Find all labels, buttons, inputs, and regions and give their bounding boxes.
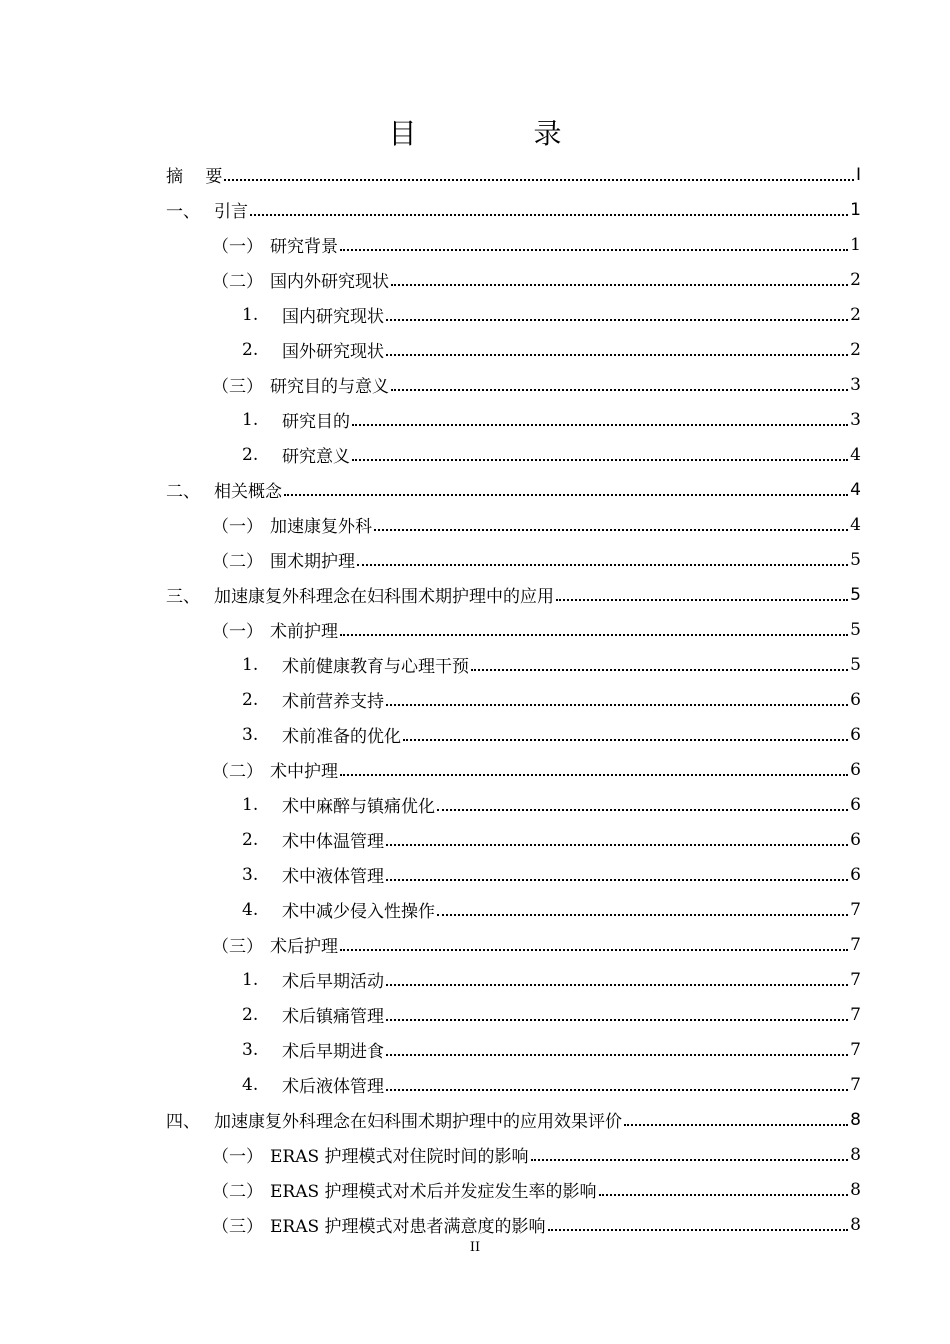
toc-entry-page: 5 [850,584,861,605]
toc-entry[interactable] [166,717,861,752]
toc-entry-page: 3 [850,374,861,395]
dot-leader [340,249,848,251]
dot-leader [386,319,848,321]
toc-entry-number: 三、 [166,587,200,607]
toc-entry-number: 3. [242,724,259,745]
toc-entry-title: 术中液体管理 [282,867,384,887]
toc-entry-title: 研究背景 [270,237,338,257]
toc-entry-number: 2. [242,1004,259,1025]
dot-leader [531,1159,849,1161]
toc-entry-title: 研究意义 [282,447,350,467]
toc-entry-number: 一、 [166,202,200,222]
toc-entry-number: （一） [212,237,263,257]
toc-entry-page: 8 [850,1144,861,1165]
toc-entry[interactable] [166,892,861,927]
toc-entry[interactable] [166,1102,861,1137]
toc-entry-page: 7 [850,934,861,955]
toc-entry-number: 2. [242,339,259,360]
toc-entry[interactable] [166,297,861,332]
toc-entry-page: 7 [850,899,861,920]
dot-leader [340,949,848,951]
dot-leader [386,844,848,846]
toc-entry-title: 相关概念 [214,482,282,502]
toc-entry-number: 3. [242,864,259,885]
dot-leader [352,424,848,426]
table-of-contents [166,157,861,1242]
toc-entry-title: 围术期护理 [270,552,355,572]
toc-entry[interactable] [166,402,861,437]
toc-entry-number: （三） [212,937,263,957]
dot-leader [352,459,848,461]
toc-entry-page: 7 [850,1074,861,1095]
toc-entry-title: 国内外研究现状 [270,272,389,292]
toc-entry-number: 1. [242,969,259,990]
toc-entry-page: 4 [850,444,861,465]
toc-entry-number: （三） [212,377,263,397]
toc-entry-title: 术前护理 [270,622,338,642]
toc-entry-title: 研究目的 [282,412,350,432]
toc-entry-page: 5 [850,619,861,640]
toc-entry-page: 6 [850,759,861,780]
toc-entry[interactable] [166,332,861,367]
toc-entry-page: 6 [850,724,861,745]
toc-entry-number: （二） [212,1182,263,1202]
dot-leader [391,389,848,391]
toc-entry-title: 术后护理 [270,937,338,957]
toc-entry[interactable] [166,962,861,997]
toc-entry-number: 4. [242,1074,259,1095]
dot-leader [386,704,848,706]
toc-entry[interactable] [166,192,861,227]
dot-leader [548,1229,849,1231]
page-number: II [469,1240,481,1255]
toc-entry[interactable] [166,262,861,297]
dot-leader [224,179,854,181]
dot-leader [386,984,848,986]
toc-entry[interactable] [166,1207,861,1242]
toc-entry-number: 3. [242,1039,259,1060]
dot-leader [386,1054,848,1056]
toc-entry-page: 6 [850,689,861,710]
toc-entry-number: （三） [212,1217,263,1237]
toc-entry-title: ERAS 护理模式对术后并发症发生率的影响 [270,1182,597,1202]
toc-entry[interactable] [166,437,861,472]
dot-leader [624,1124,848,1126]
toc-entry-title: ERAS 护理模式对患者满意度的影响 [270,1217,546,1237]
toc-entry[interactable] [166,542,861,577]
toc-entry-title: 术后早期活动 [282,972,384,992]
toc-entry[interactable] [166,472,861,507]
toc-entry-page: 3 [850,409,861,430]
toc-entry-page: 1 [850,199,861,220]
toc-entry-number: （二） [212,272,263,292]
toc-entry-number: （一） [212,622,263,642]
dot-leader [386,1019,848,1021]
toc-entry-page: 5 [850,654,861,675]
dot-leader [556,599,848,601]
dot-leader [386,1089,848,1091]
toc-entry-number: 1. [242,409,259,430]
dot-leader [471,669,848,671]
toc-entry-number: （一） [212,1147,263,1167]
toc-entry-page: 7 [850,1039,861,1060]
dot-leader [391,284,848,286]
toc-entry-page: 4 [850,514,861,535]
toc-entry-number: 2. [242,444,259,465]
toc-entry-number: 1. [242,654,259,675]
toc-entry[interactable] [166,647,861,682]
toc-entry-title: 加速康复外科理念在妇科围术期护理中的应用效果评价 [214,1112,622,1132]
toc-entry[interactable] [166,612,861,647]
dot-leader [599,1194,849,1196]
toc-entry-number: 二、 [166,482,200,502]
toc-entry-number: （二） [212,552,263,572]
toc-entry[interactable] [166,997,861,1032]
toc-entry[interactable] [166,367,861,402]
toc-title: 目 录 [388,117,616,150]
dot-leader [386,354,848,356]
toc-entry-number: 2. [242,689,259,710]
toc-entry-title: 加速康复外科理念在妇科围术期护理中的应用 [214,587,554,607]
toc-entry-number: 四、 [166,1112,200,1132]
dot-leader [437,809,848,811]
dot-leader [374,529,848,531]
toc-entry-title: 术后镇痛管理 [282,1007,384,1027]
toc-entry-page: 8 [850,1214,861,1235]
dot-leader [284,494,848,496]
toc-entry[interactable] [166,682,861,717]
toc-entry-title: 术前营养支持 [282,692,384,712]
toc-entry-title: 术中麻醉与镇痛优化 [282,797,435,817]
toc-entry-title: ERAS 护理模式对住院时间的影响 [270,1147,529,1167]
toc-entry[interactable] [166,752,861,787]
toc-entry[interactable] [166,787,861,822]
toc-entry[interactable] [166,927,861,962]
dot-leader [437,914,848,916]
toc-entry[interactable] [166,227,861,262]
toc-entry[interactable] [166,822,861,857]
toc-entry[interactable] [166,1172,861,1207]
toc-entry-title: 术后早期进食 [282,1042,384,1062]
toc-entry-title: 引言 [214,202,248,222]
toc-entry-page: 4 [850,479,861,500]
toc-entry-title: 研究目的与意义 [270,377,389,397]
toc-entry[interactable] [166,1032,861,1067]
dot-leader [340,774,848,776]
toc-entry-title: 国外研究现状 [282,342,384,362]
toc-entry[interactable] [166,507,861,542]
toc-entry[interactable] [166,157,861,192]
dot-leader [403,739,848,741]
toc-entry[interactable] [166,857,861,892]
toc-entry-title: 术中体温管理 [282,832,384,852]
toc-entry-number: 4. [242,899,259,920]
toc-entry-page: 8 [850,1109,861,1130]
toc-entry[interactable] [166,577,861,612]
toc-entry-page: 2 [850,304,861,325]
toc-entry-number: 1. [242,304,259,325]
toc-entry-title: 术中护理 [270,762,338,782]
toc-entry-title: 术中减少侵入性操作 [282,902,435,922]
toc-entry-page: I [855,164,861,185]
toc-entry-page: 6 [850,864,861,885]
toc-entry-title: 加速康复外科 [270,517,372,537]
toc-entry-page: 2 [850,269,861,290]
dot-leader [250,214,848,216]
toc-entry-number: （一） [212,517,263,537]
toc-entry-title: 摘 要 [166,167,223,187]
dot-leader [340,634,848,636]
toc-entry-page: 1 [850,234,861,255]
toc-entry-title: 术前准备的优化 [282,727,401,747]
toc-entry-page: 5 [850,549,861,570]
toc-entry[interactable] [166,1137,861,1172]
toc-entry-page: 7 [850,1004,861,1025]
toc-entry-title: 术前健康教育与心理干预 [282,657,469,677]
toc-entry[interactable] [166,1067,861,1102]
toc-entry-page: 7 [850,969,861,990]
dot-leader [386,879,848,881]
toc-entry-title: 术后液体管理 [282,1077,384,1097]
toc-entry-number: （二） [212,762,263,782]
toc-entry-page: 6 [850,829,861,850]
toc-entry-number: 1. [242,794,259,815]
toc-entry-title: 国内研究现状 [282,307,384,327]
toc-entry-number: 2. [242,829,259,850]
dot-leader [357,564,848,566]
toc-entry-page: 8 [850,1179,861,1200]
toc-entry-page: 6 [850,794,861,815]
toc-entry-page: 2 [850,339,861,360]
